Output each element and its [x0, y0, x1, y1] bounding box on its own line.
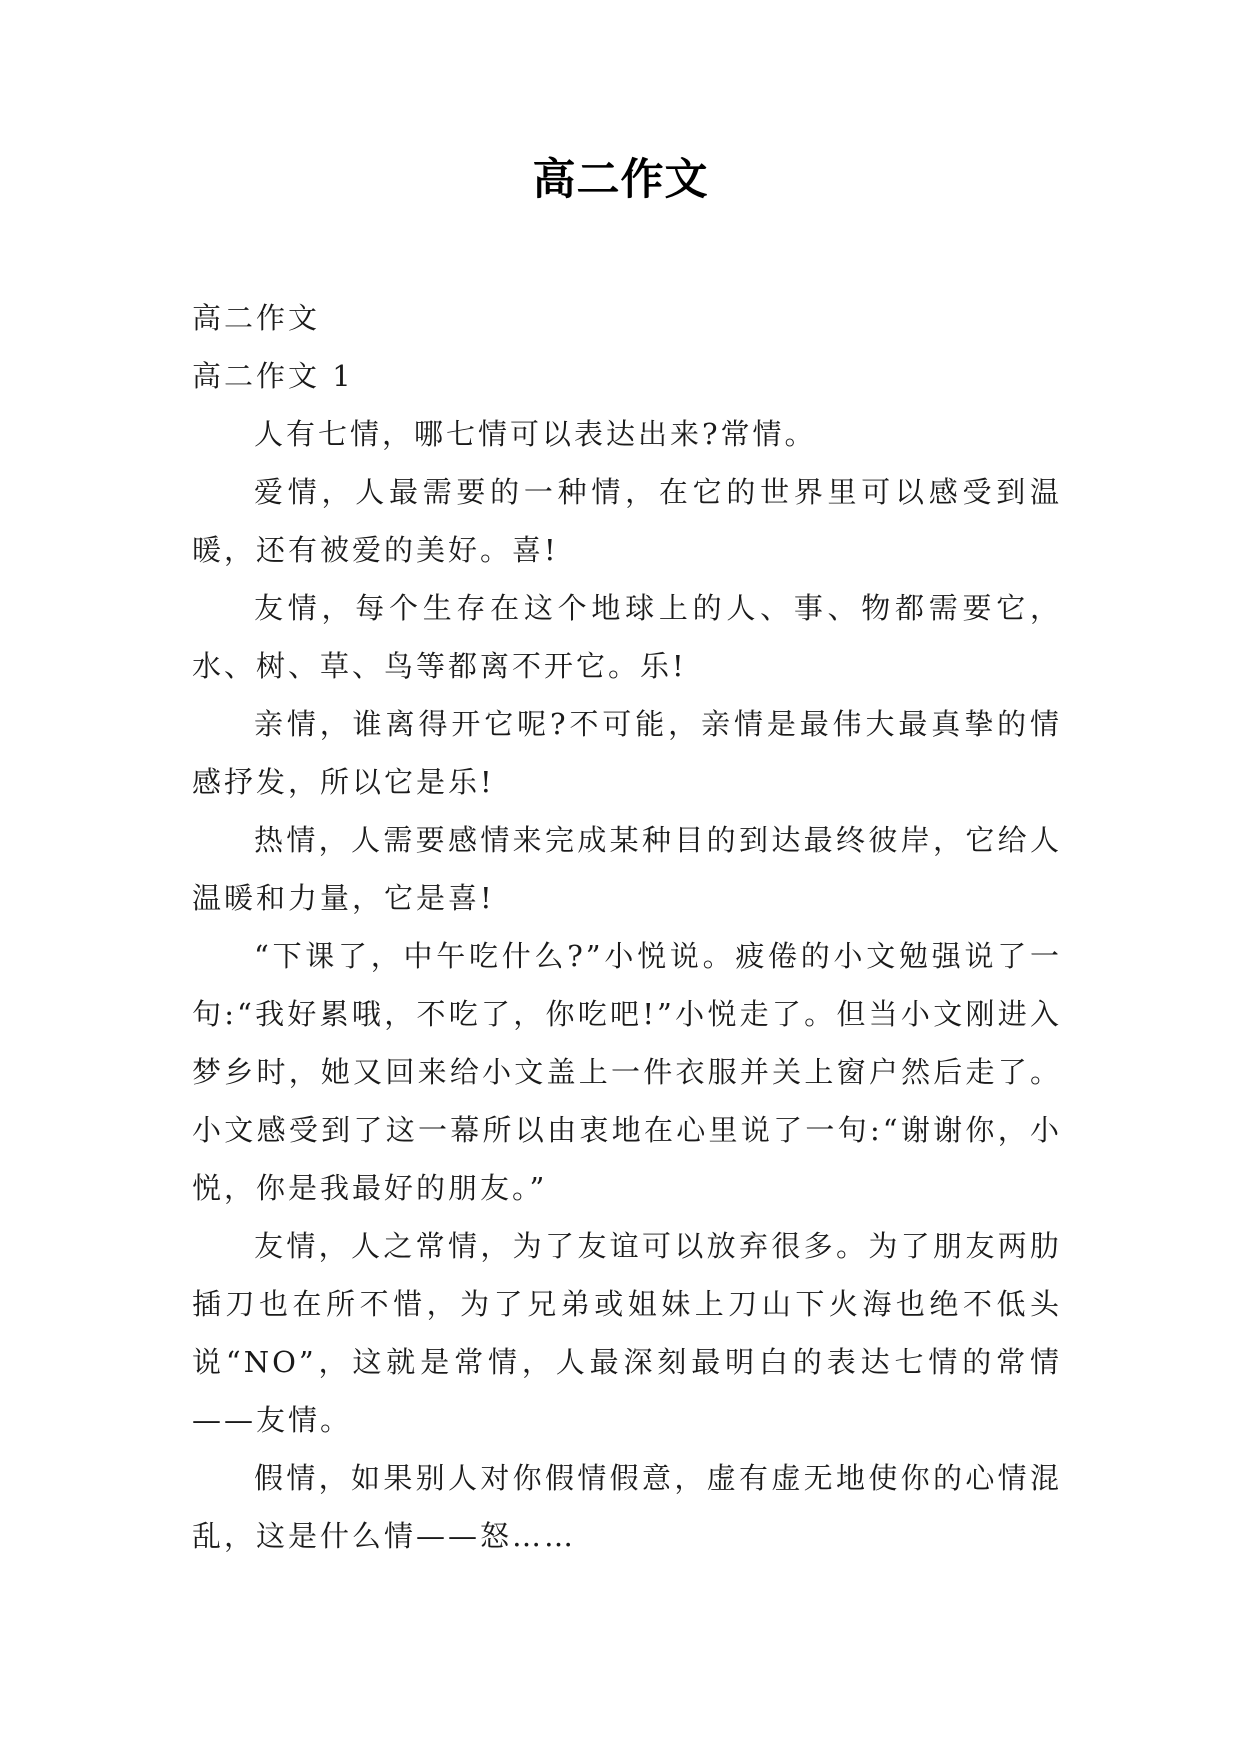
document-body — [192, 289, 1062, 1565]
essay-heading: 高二作文 1 — [192, 359, 354, 393]
paragraph: 假情，如果别人对你假情假意，虚有虚无地使你的心情混乱，这是什么情——怒…… — [192, 1461, 1062, 1553]
paragraph: 爱情，人最需要的一种情，在它的世界里可以感受到温暖，还有被爱的美好。喜! — [192, 475, 1062, 567]
paragraph: “下课了，中午吃什么?”小悦说。疲倦的小文勉强说了一句:“我好累哦，不吃了，你吃吧!”小悦走了。但当小文刚进入梦乡时，她又回来给小文盖上一件衣服并关上窗户然后走了。小文感受到了这一幕所以由衷地在心里说了一句:“谢谢你，小悦，你是我最好的朋友。” — [192, 939, 1062, 1205]
paragraph: 友情，人之常情，为了友谊可以放弃很多。为了朋友两肋插刀也在所不惜，为了兄弟或姐妹上刀山下火海也绝不低头说“NO”，这就是常情，人最深刻最明白的表达七情的常情——友情。 — [192, 1229, 1062, 1437]
paragraph: 人有七情，哪七情可以表达出来?常情。 — [254, 417, 817, 451]
paragraph: 亲情，谁离得开它呢?不可能，亲情是最伟大最真挚的情感抒发，所以它是乐! — [192, 707, 1062, 799]
paragraph: 友情，每个生存在这个地球上的人、事、物都需要它，水、树、草、鸟等都离不开它。乐! — [192, 591, 1062, 683]
paragraph: 热情，人需要感情来完成某种目的到达最终彼岸，它给人温暖和力量，它是喜! — [192, 823, 1062, 915]
document-title: 高二作文 — [532, 155, 709, 205]
essay-collection-heading: 高二作文 — [192, 301, 321, 335]
